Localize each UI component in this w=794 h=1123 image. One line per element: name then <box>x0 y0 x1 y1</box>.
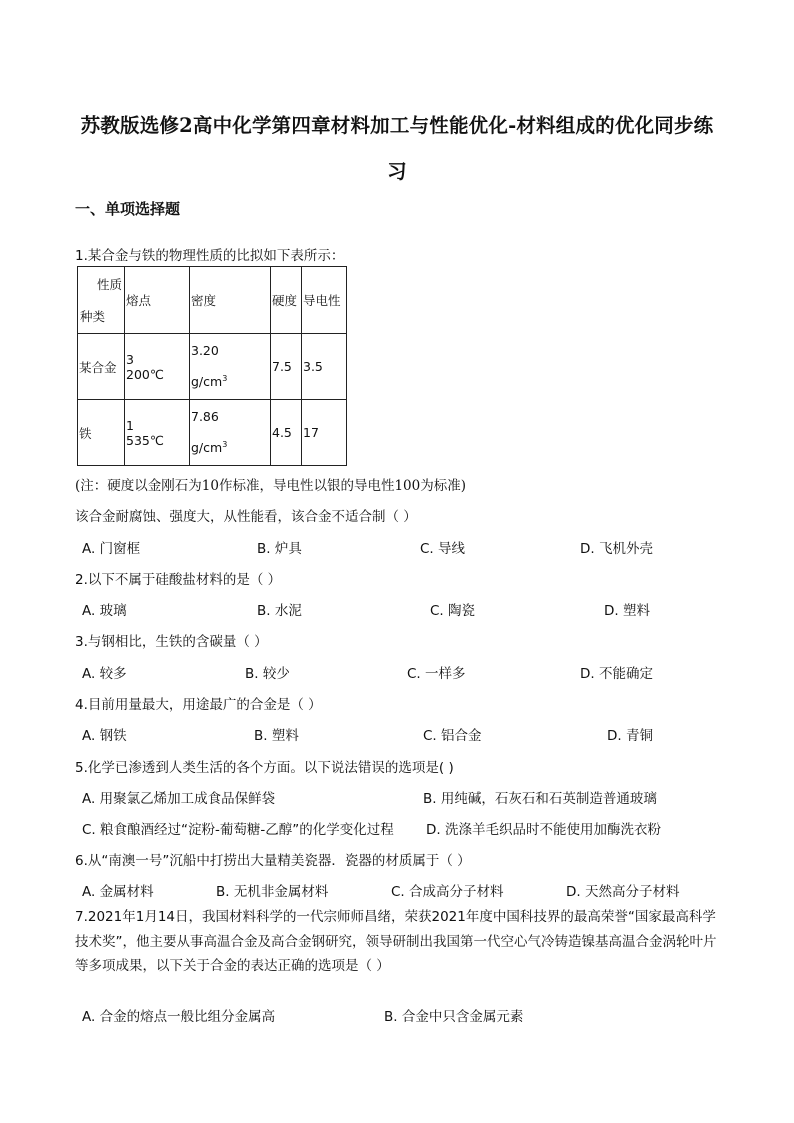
row-melting-point <box>125 334 190 400</box>
melt-digit: 1 <box>126 417 134 433</box>
density-unit-text: g/cm <box>191 374 223 390</box>
q1-option-b: B. 炉具 <box>257 541 302 557</box>
section-heading: 一、单项选择题 <box>75 200 181 218</box>
density-unit-text: g/cm <box>191 440 223 456</box>
document-title <box>0 103 794 195</box>
q6-option-d: D. 天然高分子材料 <box>566 884 680 900</box>
header-property: 性质 <box>96 277 122 292</box>
q1-stem: 1.某合金与铁的物理性质的比拟如下表所示： <box>75 248 345 264</box>
row-conductivity: 3.5 <box>302 334 347 400</box>
q1-option-c: C. 导线 <box>420 541 466 557</box>
density-value: 3.20 <box>191 342 219 358</box>
q7-option-b: B. 合金中只含金属元素 <box>384 1009 524 1025</box>
title-line-2: 习 <box>387 160 407 183</box>
header-type: 种类 <box>80 309 106 324</box>
q3-option-b: B. 较少 <box>245 666 290 682</box>
q6-option-c: C. 合成高分子材料 <box>391 884 504 900</box>
q6-option-a: A. 金属材料 <box>82 884 154 900</box>
melt-digit: 3 <box>126 351 134 367</box>
q4-stem: 4.目前用量最大，用途最广的合金是（ ） <box>75 697 322 713</box>
density-value: 7.86 <box>191 408 219 424</box>
row-conductivity: 17 <box>302 400 347 466</box>
header-conductivity: 导电性 <box>302 267 347 334</box>
header-hardness: 硬度 <box>271 267 302 334</box>
table-header-row <box>78 267 347 334</box>
q2-option-d: D. 塑料 <box>604 603 650 619</box>
melt-rest: 535℃ <box>126 432 164 448</box>
q3-stem: 3.与钢相比，生铁的含碳量（ ） <box>75 634 268 650</box>
q2-stem: 2.以下不属于硅酸盐材料的是（ ） <box>75 572 282 588</box>
q5-option-d: D. 洗涤羊毛织品时不能使用加酶洗衣粉 <box>426 822 661 838</box>
table-note: (注：硬度以金刚石为10作标准，导电性以银的导电性100为标准) <box>75 478 466 494</box>
q2-option-c: C. 陶瓷 <box>430 603 476 619</box>
q5-option-c: C. 粮食酿酒经过“淀粉-葡萄糖-乙醇”的化学变化过程 <box>82 822 394 838</box>
q3-option-d: D. 不能确定 <box>580 666 653 682</box>
row-hardness: 7.5 <box>271 334 302 400</box>
q2-option-b: B. 水泥 <box>257 603 302 619</box>
q4-option-d: D. 青铜 <box>607 728 653 744</box>
q3-option-a: A. 较多 <box>82 666 127 682</box>
q7-stem: 7.2021年1月14日，我国材料科学的一代宗师师昌绪，荣获2021年度中国科技界的最高荣誉“国家最高科学技术奖”，他主要从事高温合金及高合金钢研究，领导研制出我国第一代空心气冷铸造镍基高温合金涡轮叶片等多项成果，以下关于合金的表达正确的选项是（ ） <box>75 909 717 974</box>
table-row <box>78 400 347 466</box>
q1-option-d: D. 飞机外壳 <box>580 541 653 557</box>
q7-option-a: A. 合金的熔点一般比组分金属高 <box>82 1009 276 1025</box>
density-unit <box>191 365 269 396</box>
density-unit-exp: 3 <box>222 439 228 449</box>
q5-stem: 5.化学已渗透到人类生活的各个方面。以下说法错误的选项是( ) <box>75 760 454 776</box>
density-unit-exp: 3 <box>222 373 228 383</box>
row-melting-point <box>125 400 190 466</box>
q5-option-a: A. 用聚氯乙烯加工成食品保鲜袋 <box>82 791 276 807</box>
title-line-1: 苏教版选修2高中化学第四章材料加工与性能优化-材料组成的优化同步练 <box>80 114 714 137</box>
table-row <box>78 334 347 400</box>
header-density: 密度 <box>190 267 271 334</box>
row-density <box>190 334 271 400</box>
row-hardness: 4.5 <box>271 400 302 466</box>
density-unit <box>191 431 269 462</box>
q6-stem: 6.从“南澳一号”沉船中打捞出大量精美瓷器．瓷器的材质属于（ ） <box>75 853 471 869</box>
q1-option-a: A. 门窗框 <box>82 541 141 557</box>
melt-rest: 200℃ <box>126 366 164 382</box>
q4-option-c: C. 铝合金 <box>423 728 482 744</box>
row-name: 某合金 <box>78 334 125 400</box>
q4-option-b: B. 塑料 <box>254 728 299 744</box>
q2-option-a: A. 玻璃 <box>82 603 127 619</box>
row-name: 铁 <box>78 400 125 466</box>
diagonal-header-cell <box>78 267 125 334</box>
q6-option-b: B. 无机非金属材料 <box>216 884 329 900</box>
q1-question: 该合金耐腐蚀、强度大，从性能看，该合金不适合制（ ） <box>75 509 417 525</box>
header-melting-point: 熔点 <box>125 267 190 334</box>
q3-option-c: C. 一样多 <box>407 666 466 682</box>
properties-table <box>77 266 347 466</box>
q5-option-b: B. 用纯碱，石灰石和石英制造普通玻璃 <box>423 791 657 807</box>
row-density <box>190 400 271 466</box>
q4-option-a: A. 钢铁 <box>82 728 127 744</box>
